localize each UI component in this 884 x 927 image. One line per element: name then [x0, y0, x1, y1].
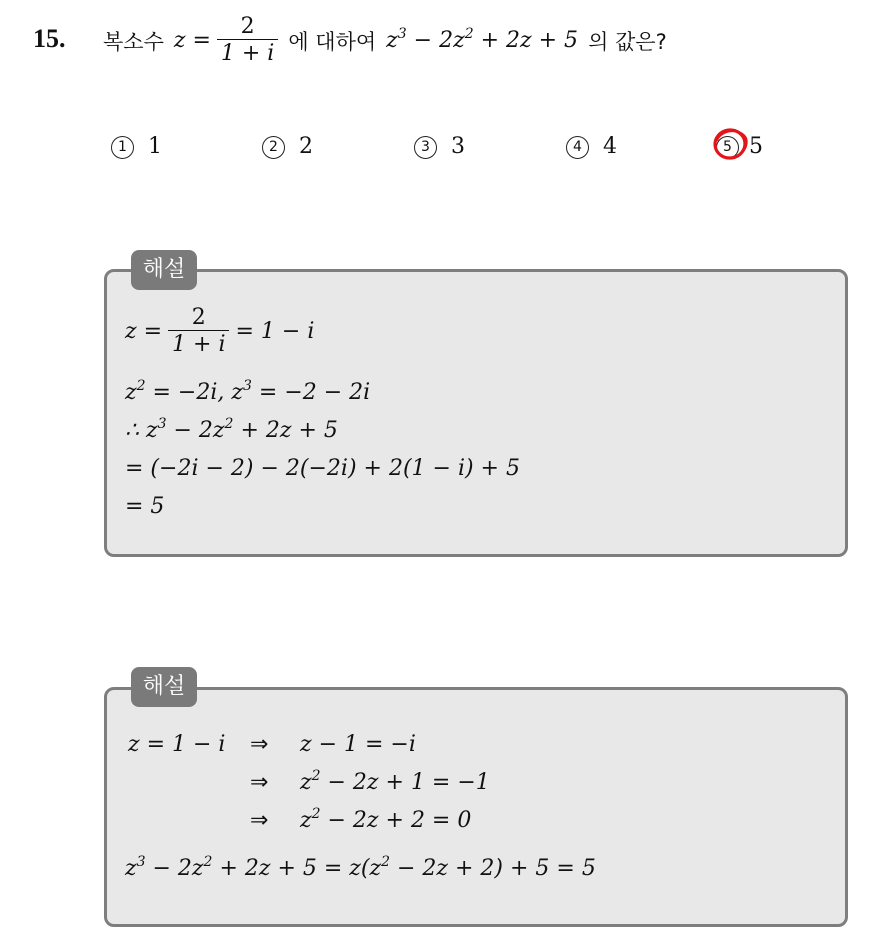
sol1-l3-b: − 2z: [166, 418, 225, 443]
sol2-l2-exp: 2: [311, 768, 321, 784]
sol1-l3-c: + 2z + 5: [233, 418, 338, 443]
sol2-l3-b: − 2z + 2 = 0: [320, 808, 472, 833]
choice-1-value: 1: [148, 134, 162, 159]
sol2-arrow-3: ⇒: [250, 808, 269, 833]
sol1-l2-b: = −2i, z: [145, 380, 243, 405]
sol1-line-3: [125, 418, 338, 443]
sol2-l1-right: z − 1 = −i: [300, 732, 416, 757]
stem-fraction: [217, 14, 278, 68]
solution-box-2: [104, 687, 848, 927]
sol2-l4-d: − 2z + 2) + 5 = 5: [389, 856, 596, 881]
sol1-frac-num: 2: [191, 305, 206, 330]
sol2-l4-c: + 2z + 5 = z(z: [212, 856, 382, 881]
sol1-l3-exp-a: 3: [157, 416, 167, 432]
sol2-line-3: [300, 808, 471, 833]
choice-1[interactable]: [111, 134, 162, 159]
sol2-l4-a: z: [125, 856, 137, 881]
sol1-line-2: [125, 380, 370, 405]
choice-5-value: 5: [749, 134, 763, 159]
sol2-l1-left: z = 1 − i: [128, 732, 226, 757]
sol2-l4-exp-c: 2: [381, 854, 390, 870]
sol1-line-5: = 5: [125, 494, 165, 519]
sol1-l2-a: z: [125, 380, 137, 405]
stem-prefix: 복소수: [103, 29, 164, 54]
sol2-l2-a: z: [300, 770, 312, 795]
sol1-line-1: [125, 305, 314, 359]
sol2-l2-b: − 2z + 1 = −1: [320, 770, 490, 795]
stem-frac-num: 2: [240, 14, 255, 39]
stem-frac-den: 1 + i: [217, 39, 278, 68]
solution-tag-2: 해설: [131, 667, 197, 707]
sol1-l3-exp-b: 2: [224, 416, 234, 432]
choice-3[interactable]: [414, 134, 465, 159]
choice-2-value: 2: [299, 134, 313, 159]
choice-5[interactable]: [716, 134, 763, 159]
sol1-fraction: [168, 305, 229, 359]
question-stem: [103, 14, 667, 68]
sol2-l4-exp-a: 3: [136, 854, 146, 870]
stem-exp2: 2: [464, 26, 474, 43]
choice-5-symbol: 5: [716, 136, 739, 159]
sol2-l3-a: z: [300, 808, 312, 833]
stem-expr-b: − 2z: [406, 28, 465, 54]
sol1-l2-c: = −2 − 2i: [251, 380, 371, 405]
sol1-l3-a: ∴ z: [125, 418, 158, 443]
solution-tag-1: 해설: [131, 250, 197, 290]
sol2-line-4: [125, 856, 596, 881]
choice-1-symbol: 1: [111, 136, 134, 159]
sol1-line-4: = (−2i − 2) − 2(−2i) + 2(1 − i) + 5: [125, 456, 520, 481]
sol1-l2-exp-a: 2: [136, 378, 146, 394]
sol1-frac-den: 1 + i: [168, 330, 229, 359]
stem-expr-c: + 2z + 5: [473, 28, 579, 54]
choice-4[interactable]: [566, 134, 617, 159]
choice-4-symbol: 4: [566, 136, 589, 159]
stem-exp3: 3: [397, 26, 407, 43]
choice-2[interactable]: [262, 134, 313, 159]
question-number: 15.: [33, 24, 66, 53]
sol2-l4-exp-b: 2: [203, 854, 213, 870]
stem-expression: [386, 28, 578, 53]
answer-choices: [0, 134, 884, 174]
stem-expr-a: z: [386, 28, 398, 54]
sol2-l4-b: − 2z: [145, 856, 204, 881]
sol2-arrow-1: ⇒: [250, 732, 269, 757]
sol1-l1-lhs: z =: [125, 319, 163, 345]
stem-suffix: 에 대하여: [288, 29, 377, 54]
sol2-line-2: [300, 770, 490, 795]
sol2-l3-exp: 2: [311, 806, 321, 822]
choice-2-symbol: 2: [262, 136, 285, 159]
choice-3-value: 3: [451, 134, 465, 159]
choice-4-value: 4: [603, 134, 617, 159]
sol2-arrow-2: ⇒: [250, 770, 269, 795]
sol1-l2-exp-b: 3: [242, 378, 252, 394]
choice-3-symbol: 3: [414, 136, 437, 159]
sol1-l1-rhs: = 1 − i: [235, 319, 315, 345]
stem-z-lhs: z =: [173, 28, 211, 54]
stem-ending: 의 값은?: [588, 29, 667, 54]
